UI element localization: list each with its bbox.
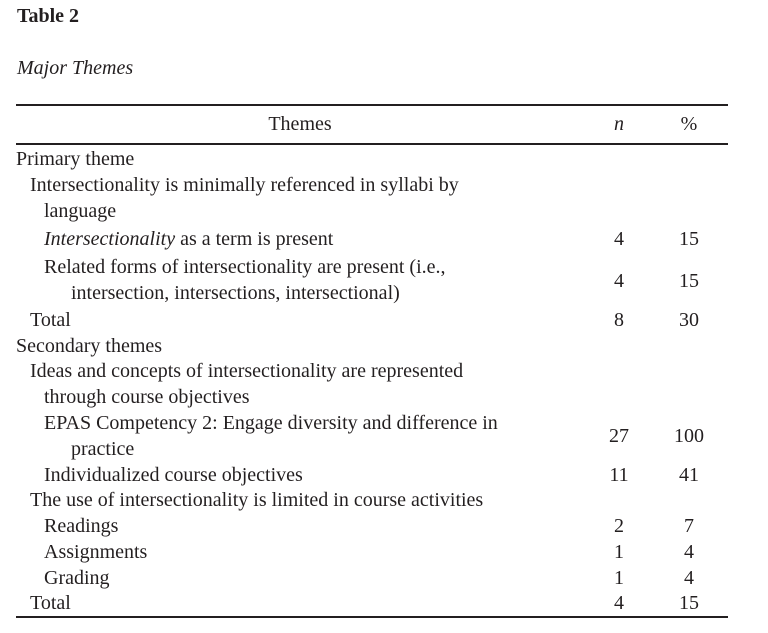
percent-value: 100 [674,425,704,447]
bottom-rule [16,616,728,618]
theme-label: Individualized course objectives [44,464,303,486]
table-row [16,254,728,306]
total-label: Total [30,592,71,614]
table-title: Major Themes [17,57,134,79]
table-header [16,106,728,143]
n-value: 1 [614,541,624,563]
theme-label-continued: language [44,200,117,222]
column-header-percent: % [680,113,698,135]
header-rule [16,143,728,145]
percent-value: 15 [679,228,699,250]
percent-value: 15 [679,270,699,292]
italic-term: Intersectionality [44,228,176,250]
theme-label-rest: as a term is present [175,228,334,250]
theme-label: Grading [44,567,110,589]
table-label: Table 2 [17,5,80,27]
theme-label: Ideas and concepts of intersectionality are represented [30,360,464,382]
percent-value: 4 [684,541,694,563]
theme-label: Readings [44,515,119,537]
theme-label: Secondary themes [16,335,163,357]
n-value: 8 [614,309,624,331]
theme-label: The use of intersectionality is limited in course activities [30,489,484,511]
n-value: 4 [614,270,624,292]
n-value: 4 [614,592,624,614]
theme-label-continued: intersection, intersections, intersectional) [71,282,400,304]
theme-label: EPAS Competency 2: Engage diversity and difference in [44,412,498,434]
theme-label-continued: through course objectives [44,386,250,408]
n-value: 11 [609,464,629,486]
table-row [16,410,728,462]
percent-value: 15 [679,592,699,614]
theme-label: Assignments [44,541,148,563]
n-value: 1 [614,567,624,589]
column-header-themes: Themes [268,113,332,135]
percent-value: 4 [684,567,694,589]
theme-label [16,226,576,252]
total-label: Total [30,309,71,331]
theme-label: Related forms of intersectionality are present (i.e., [44,256,446,278]
column-header-n: n [614,113,624,135]
n-value: 2 [614,515,624,537]
percent-value: 41 [679,464,699,486]
percent-value: 7 [684,515,694,537]
theme-label: Intersectionality is minimally referenced in syllabi by [30,174,459,196]
theme-label: Primary theme [16,148,135,170]
theme-label-continued: practice [71,438,135,460]
n-value: 4 [614,228,624,250]
percent-value: 30 [679,309,699,331]
n-value: 27 [609,425,629,447]
